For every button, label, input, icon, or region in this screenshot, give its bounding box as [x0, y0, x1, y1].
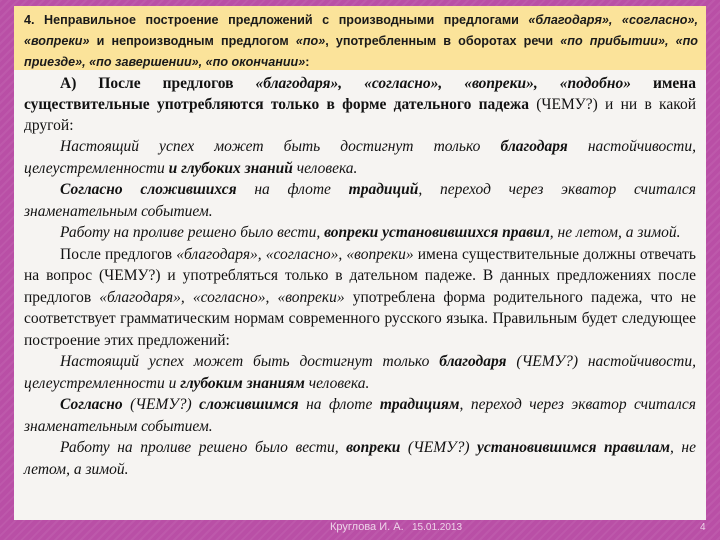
heading-text: , употребленным в оборотах речи	[325, 34, 561, 48]
right-sentence-1: Настоящий успех может быть достигнут только благодаря (ЧЕМУ?) настойчивости, целеустремленности и глубоким знаниям человека.	[24, 353, 696, 392]
heading-text: :	[305, 55, 310, 69]
rule-text: имена существительные употребляются только в форме дательного падежа	[24, 75, 696, 113]
content-panel	[14, 70, 706, 520]
wrong-sentence-3: Работу на проливе решено было вести, вопреки установившихся правил, не летом, а зимой.	[60, 224, 681, 241]
wrong-sentence-1: Настоящий успех может быть достигнут только благодаря настойчивости, целеустремленности и глубоких знаний человека.	[24, 138, 696, 177]
heading-text: и непроизводным предлогом	[89, 34, 296, 48]
rule-paragraph	[24, 73, 696, 136]
heading-phrases: «по прибытии», «по приезде», «по завершении», «по окончании»	[24, 34, 698, 69]
rule-text: А) После предлогов	[60, 75, 256, 92]
section-heading	[14, 6, 706, 70]
right-sentence-2: Согласно (ЧЕМУ?) сложившимся на флоте традициям, переход через экватор считался знаменательным событием.	[24, 396, 696, 435]
heading-preposition-po: «по»	[295, 34, 326, 48]
heading-prepositions: «благодаря», «согласно», «вопреки»	[24, 13, 699, 48]
heading-text: 4. Неправильное построение предложений с производными предлогами	[24, 13, 529, 27]
wrong-sentence-2: Согласно сложившихся на флоте традиций, переход через экватор считался знаменательным событием.	[24, 181, 696, 220]
right-sentence-3: Работу на проливе решено было вести, вопреки (ЧЕМУ?) установившимся правилам, не летом, а зимой.	[24, 439, 696, 478]
rule-prepositions: «благодаря», «согласно», «вопреки», «подобно»	[255, 75, 631, 92]
rule-text: (ЧЕМУ?) и ни в какой другой:	[24, 96, 696, 134]
footer-date: 15.01.2013	[412, 522, 463, 533]
explanation-paragraph: После предлогов «благодаря», «согласно», «вопреки» имена существительные должны отвечать на вопрос (ЧЕМУ?) и употребляться только в дательном падеже. В данных предложениях после предлогов «благодаря», «согласно», «вопреки» употреблена форма родительного падежа, что не соответствует грамматическим нормам современного русского языка. Правильным будет следующее построение этих предложений:	[24, 245, 696, 349]
slide-number: 4	[700, 522, 706, 533]
footer-author: Круглова И. А.	[330, 521, 404, 533]
